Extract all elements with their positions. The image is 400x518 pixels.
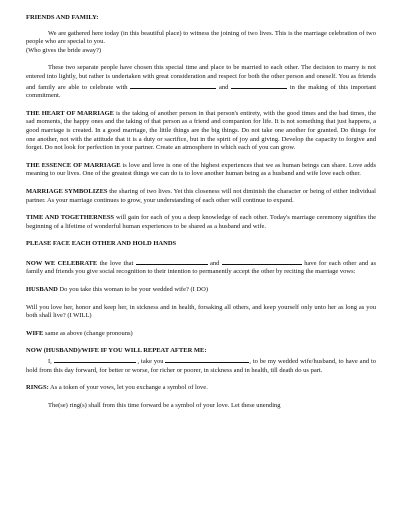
symbolizes-heading: MARRIAGE SYMBOLIZES	[26, 187, 108, 195]
face-each-other-heading: PLEASE FACE EACH OTHER AND HOLD HANDS	[26, 240, 177, 248]
bride-question: (Who gives the bride away?)	[26, 46, 102, 54]
and-word: and	[210, 259, 220, 267]
name-blank	[165, 356, 249, 363]
wife-text: same as above (change pronouns)	[44, 329, 133, 337]
celebrate-heading: NOW WE CELEBRATE	[26, 259, 98, 267]
essence-heading: THE ESSENCE OF MARRIAGE	[26, 161, 121, 169]
symbolizes-paragraph	[26, 188, 376, 205]
husband-question	[26, 286, 376, 295]
rings-text: As a token of your vows, let you exchange a symbol of love.	[50, 384, 208, 392]
celebrate-end: have for each other and as family and friends you give social recognition to their intention to permanently accept the other by reciting the marriage vows:	[26, 259, 377, 276]
togetherness-heading: TIME AND TOGETHERNESS	[26, 214, 115, 222]
intro-paragraph: We are gathered here today (in this beautiful place) to witness the joining of two lives. This is the marriage celebration of two people who are special to you.	[26, 29, 376, 46]
wife-heading: WIFE	[26, 329, 44, 337]
name-blank	[54, 356, 136, 363]
essence-paragraph	[26, 162, 376, 179]
vow-i: I,	[48, 358, 52, 366]
vow-paragraph	[26, 356, 376, 375]
name-blank	[136, 258, 208, 265]
rings-symbol-paragraph: The(se) ring(s) shall from this time forward be a symbol of your love. Let these unending	[48, 401, 281, 409]
togetherness-paragraph	[26, 214, 376, 231]
wife-question	[26, 330, 376, 339]
heart-of-marriage-paragraph	[26, 110, 376, 153]
name-blank	[222, 258, 302, 265]
heart-heading: THE HEART OF MARRIAGE	[26, 109, 115, 117]
togetherness-text: will gain for each of you a deep knowledge of each other. Today's marriage ceremony signifies the beginning of a lifetime of wonderful human experiences to be shared as a husband and wife.	[26, 214, 376, 230]
honor-question: Will you love her, honor and keep her, in sickness and in health, forsaking all others, and keep yourself only unto her as long as you both shall live? (I WILL)	[26, 303, 376, 320]
rings-paragraph	[26, 384, 376, 393]
vow-take: , take you	[137, 358, 164, 366]
celebrate-paragraph	[26, 258, 376, 277]
husband-text: Do you take this woman to be your wedded wife? (I DO)	[59, 286, 208, 294]
name-blank	[130, 82, 216, 89]
repeat-after-me-heading: NOW (HUSBAND)/WIFE IF YOU WILL REPEAT AFTER ME:	[26, 347, 207, 355]
commitment-text: These two separate people have chosen this special time and place to be married to each other. The decision to marry is not entered into lightly, but rather is undertaken with great consideration and respect for both the other person and oneself. You as friends and family are able to celebrate with	[26, 64, 376, 91]
vow-text: , to be my wedded wife/husband, to have and to hold from this day forward, for better or worse, for richer or poorer, in sickness and in health, till death do us part.	[26, 358, 376, 374]
commitment-end: in the making of this important commitment.	[26, 83, 377, 100]
heart-text: is the taking of another person in that person's entirety, with the good times and the bad times, the sad moments, the happy ones and the taking of that person as a friend and companion for life. It is not something that just happens, a good marriage is created. In a good marriage, the little things are the big things. Do not take one another for granted. Do things for one another, not with the attitude that it is a duty or sacrifice, but in the spirit of joy and giving. Develop the capacity to forgive and forget. Do not look for perfection in your partner. Create an atmosphere in which each of you can grow.	[26, 109, 376, 152]
name-blank	[231, 82, 287, 89]
symbolizes-text: the sharing of two lives. Yet this closeness will not diminish the character or being of either individual partner. As your marriage continues to grow, your understanding of each other will continue to expand.	[26, 187, 376, 204]
section-heading-friends-family: FRIENDS AND FAMILY:	[26, 14, 99, 21]
husband-heading: HUSBAND	[26, 286, 58, 294]
essence-text: is love and love is one of the highest experiences that we as human beings can share. Love adds meaning to our lives. One of the greatest things we can do is to love another human being as a husband and wife love each other.	[26, 161, 377, 178]
commitment-paragraph	[26, 64, 376, 100]
and-word: and	[218, 83, 229, 91]
rings-heading: RINGS:	[26, 384, 49, 392]
celebrate-text: the love that	[99, 259, 134, 267]
